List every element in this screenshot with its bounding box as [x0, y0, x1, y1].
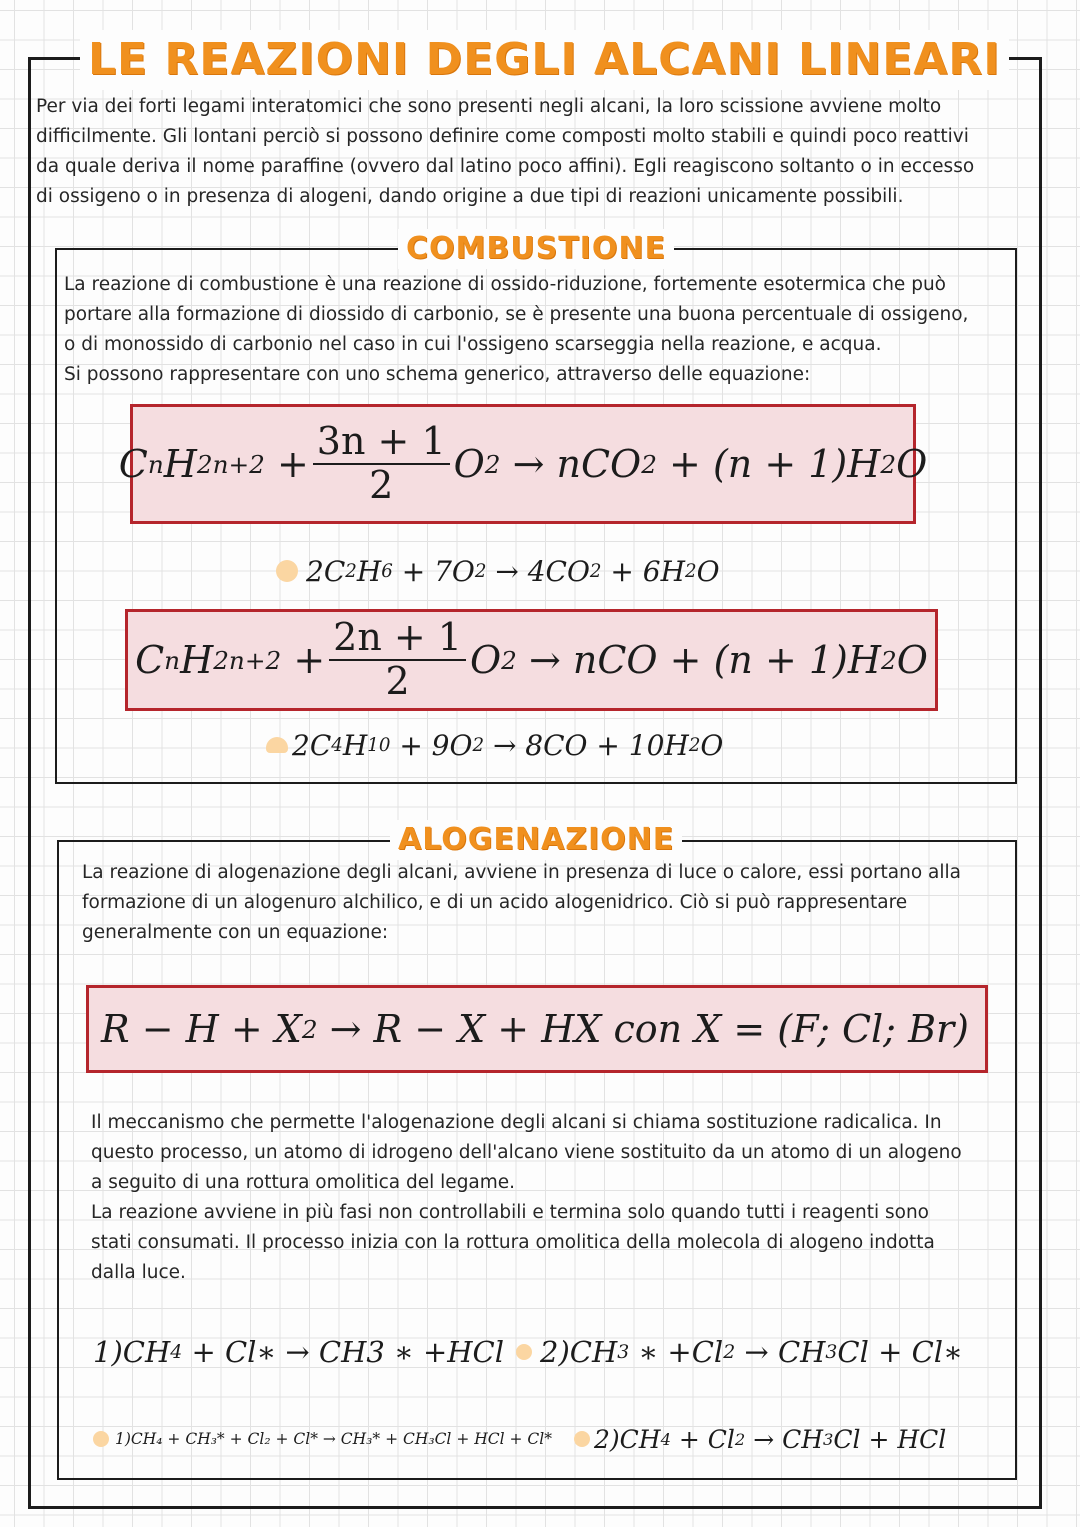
eq-term: → 4CO: [495, 554, 590, 588]
fraction: [313, 421, 450, 507]
eq-sub: 4: [660, 1429, 671, 1449]
eq-term: C: [118, 442, 148, 486]
eq-term: → nCO + (n + 1)H: [528, 638, 882, 682]
eq-term: → R − X + HX con X = (F; Cl; Br): [329, 1007, 969, 1051]
eq-sub: 2: [880, 449, 897, 479]
eq-term: + Cl: [678, 1424, 735, 1454]
mechanism-paragraph: [91, 1108, 1011, 1288]
eq-term: 2C: [306, 554, 346, 588]
combustion-example-2: [266, 722, 723, 768]
alogenazione-line: formazione di un alogenuro alchilico, e di un acido alogenidrico. Ciò si può rappresentare: [82, 892, 908, 913]
eq-term: + Cl∗ → CH3 ∗ +HCl: [191, 1335, 505, 1369]
eq-sub: 2: [723, 1341, 736, 1363]
combustione-paragraph: [64, 270, 1014, 390]
combustione-line: Si possono rappresentare con uno schema generico, attraverso delle equazione:: [64, 364, 811, 385]
eq-sub: 4: [331, 734, 343, 756]
combustion-example-1: [276, 548, 720, 594]
eq-term: → 8CO + 10H: [492, 728, 689, 762]
eq-term: +: [276, 442, 309, 486]
halogenation-equation: [86, 985, 988, 1073]
eq-sub: 2: [881, 645, 897, 675]
bullet-icon: [276, 560, 298, 582]
eq-sub: 2n+2: [213, 645, 282, 675]
eq-sub: 2: [734, 1429, 746, 1449]
eq-sub: 3: [823, 1429, 834, 1449]
mechanism-line: a seguito di una rottura omolitica del legame.: [91, 1172, 516, 1193]
mechanism-line: dalla luce.: [91, 1262, 186, 1283]
alogenazione-title: ALOGENAZIONE: [390, 820, 682, 860]
mechanism-line: stati consumati. Il processo inizia con la rottura omolitica della molecola di alogeno indotta: [91, 1232, 935, 1253]
eq-term: + 9O: [399, 728, 473, 762]
bullet-icon: [93, 1431, 109, 1447]
page-title: LE REAZIONI DEGLI ALCANI LINEARI: [80, 30, 1009, 90]
eq-term: → nCO: [512, 442, 642, 486]
eq-term: 2)CH: [593, 1424, 661, 1454]
eq-term: O: [696, 554, 720, 588]
intro-line: Per via dei forti legami interatomici che sono presenti negli alcani, la loro scissione avviene molto: [36, 96, 942, 117]
eq-term: H: [180, 638, 214, 682]
summary-equation-1: 1)CH₄ + CH₃* + Cl₂ + Cl* → CH₃* + CH₃Cl + HCl + Cl*: [115, 1430, 552, 1448]
eq-term: 1)CH: [93, 1335, 171, 1369]
eq-sub: 2: [589, 560, 602, 582]
combustione-line: La reazione di combustione è una reazione di ossido-riduzione, fortemente esotermica che può: [64, 274, 946, 295]
bullet-icon: [516, 1344, 532, 1360]
eq-term: O: [896, 638, 928, 682]
combustion-complete-equation: [118, 404, 928, 524]
eq-sub: 2: [688, 734, 701, 756]
eq-term: + (n + 1)H: [669, 442, 881, 486]
eq-sub: 2: [301, 1014, 318, 1044]
alogenazione-line: generalmente con un equazione:: [82, 922, 389, 943]
intro-line: difficilmente. Gli lontani perciò si possono definire come composti molto stabili e quindi poco reattivi: [36, 126, 969, 147]
eq-term: + 6H: [610, 554, 685, 588]
eq-term: O: [700, 728, 724, 762]
eq-term: ∗ +Cl: [638, 1335, 724, 1369]
mechanism-summary: [93, 1420, 946, 1458]
eq-term: → CH: [753, 1424, 824, 1454]
fraction-denominator: 2: [385, 659, 410, 703]
eq-term: O: [453, 442, 485, 486]
fraction-numerator: 3n + 1: [313, 421, 450, 465]
eq-sub: 6: [381, 560, 393, 582]
eq-term: → CH: [744, 1335, 826, 1369]
eq-term: +: [293, 638, 326, 682]
eq-term: H: [356, 554, 382, 588]
eq-term: O: [469, 638, 502, 682]
intro-line: da quale deriva il nome paraffine (ovvero dal latino poco affini). Egli reagiscono soltanto o in eccesso: [36, 156, 975, 177]
eq-sub: 3: [825, 1341, 838, 1363]
eq-term: H: [163, 442, 197, 486]
summary-equation-2: [594, 1425, 946, 1454]
eq-sub: 2: [641, 449, 657, 479]
eq-term: H: [342, 728, 368, 762]
eq-sub: 10: [367, 734, 391, 756]
alogenazione-paragraph: [82, 858, 1012, 948]
eq-term: + 7O: [401, 554, 475, 588]
eq-sub: 2: [685, 560, 697, 582]
combustione-title: COMBUSTIONE: [398, 229, 674, 269]
bullet-icon: [574, 1431, 590, 1447]
combustione-line: o di monossido di carbonio nel caso in cui l'ossigeno scarseggia nella reazione, e acqua.: [64, 334, 882, 355]
eq-sub: 2: [501, 645, 517, 675]
mechanism-line: Il meccanismo che permette l'alogenazione degli alcani si chiama sostituzione radicalica. In: [91, 1112, 942, 1133]
eq-sub: n: [164, 645, 181, 675]
combustione-line: portare alla formazione di diossido di carbonio, se è presente una buona percentuale di ossigeno,: [64, 304, 969, 325]
eq-term: Cl + HCl: [833, 1424, 947, 1454]
eq-sub: 2: [474, 560, 487, 582]
mechanism-line: La reazione avviene in più fasi non controllabili e termina solo quando tutti i reagenti sono: [91, 1202, 930, 1223]
mechanism-steps: [93, 1328, 963, 1376]
eq-term: 2C: [292, 728, 332, 762]
eq-term: R − H + X: [101, 1007, 302, 1051]
intro-line: di ossigeno o in presenza di alogeni, dando origine a due tipi di reazioni unicamente possibili.: [36, 186, 904, 207]
eq-sub: 2: [345, 560, 357, 582]
eq-sub: n: [147, 449, 164, 479]
fraction-denominator: 2: [369, 463, 394, 507]
intro-paragraph: [36, 92, 1036, 212]
eq-term: O: [896, 442, 928, 486]
eq-sub: 4: [170, 1341, 183, 1363]
eq-sub: 2: [484, 449, 501, 479]
alogenazione-line: La reazione di alogenazione degli alcani, avviene in presenza di luce o calore, essi portano alla: [82, 862, 962, 883]
fraction: [329, 617, 466, 703]
eq-term: Cl + Cl∗: [837, 1335, 963, 1369]
eq-sub: 2: [472, 734, 485, 756]
eq-sub: 2n+2: [196, 449, 265, 479]
eq-term: C: [135, 638, 165, 682]
combustion-incomplete-equation: [125, 609, 938, 711]
bullet-icon: [266, 737, 288, 753]
eq-sub: 3: [617, 1341, 630, 1363]
fraction-numerator: 2n + 1: [329, 617, 466, 661]
eq-term: 2)CH: [540, 1335, 618, 1369]
mechanism-line: questo processo, un atomo di idrogeno dell'alcano viene sostituito da un atomo di un alogeno: [91, 1142, 962, 1163]
